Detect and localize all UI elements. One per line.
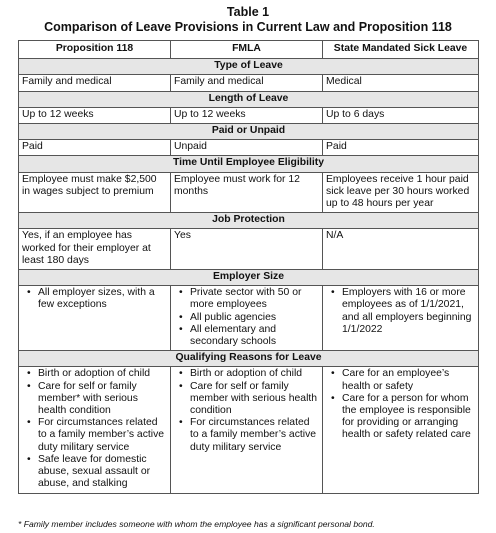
bullet-icon: • xyxy=(179,368,183,380)
cell-prop118-type: Family and medical xyxy=(19,75,171,91)
bullet-icon: • xyxy=(179,380,183,392)
bullet-icon: • xyxy=(27,368,31,380)
bullet-icon: • xyxy=(27,287,31,299)
cell-sick-eligibility: Employees receive 1 hour paid sick leave per 30 hours worked up to 48 hours per year xyxy=(323,172,479,213)
list-item: • Care for self or family member with serious health condition xyxy=(179,380,318,417)
list-item: • Care for an employee’s health or safety xyxy=(331,368,450,392)
header-row xyxy=(19,41,479,59)
list-item: • Private sector with 50 or more employees xyxy=(179,287,302,311)
section-header-qualifying-reasons: Qualifying Reasons for Leave xyxy=(19,351,479,367)
bullet-icon: • xyxy=(179,417,183,429)
cell-fmla-eligibility: Employee must work for 12 months xyxy=(171,172,323,213)
footnote: * Family member includes someone with whom the employee has a significant personal bond. xyxy=(18,519,375,529)
list-item: • Care for a person for whom the employee is responsible for providing or arranging health or safety related care xyxy=(331,392,471,441)
table-row xyxy=(19,367,479,493)
column-header-proposition-118: Proposition 118 xyxy=(19,41,171,59)
cell-prop118-eligibility: Employee must make $2,500 in wages subject to premium xyxy=(19,172,171,213)
bullet-icon: • xyxy=(27,380,31,392)
bullet-list xyxy=(174,287,319,348)
cell-prop118-reasons xyxy=(19,367,171,493)
list-item: • For circumstances related to a family member’s active duty military service xyxy=(27,417,165,453)
list-item: • For circumstances related to a family member’s active duty military service xyxy=(179,417,317,453)
cell-fmla-reasons xyxy=(171,367,323,493)
bullet-list xyxy=(326,368,475,441)
cell-sick-type: Medical xyxy=(323,75,479,91)
bullet-icon: • xyxy=(331,392,335,404)
cell-sick-length: Up to 6 days xyxy=(323,107,479,123)
cell-fmla-job-protection: Yes xyxy=(171,229,323,270)
table-row xyxy=(19,75,479,91)
section-header-length-of-leave: Length of Leave xyxy=(19,91,479,107)
table-row xyxy=(19,286,479,351)
list-item: • All elementary and secondary schools xyxy=(179,323,277,348)
bullet-icon: • xyxy=(27,453,31,465)
comparison-table xyxy=(18,40,479,494)
table-row xyxy=(19,140,479,156)
table-row xyxy=(19,229,479,270)
bullet-list xyxy=(22,368,167,490)
table-row xyxy=(19,107,479,123)
bullet-icon: • xyxy=(331,287,335,299)
cell-sick-paid: Paid xyxy=(323,140,479,156)
list-item: • Birth or adoption of child xyxy=(27,368,151,380)
column-header-state-sick-leave: State Mandated Sick Leave xyxy=(323,41,479,59)
list-item: • Care for self or family member* with serious health condition xyxy=(27,380,138,417)
section-header-eligibility: Time Until Employee Eligibility xyxy=(19,156,479,172)
section-header-employer-size: Employer Size xyxy=(19,270,479,286)
bullet-list xyxy=(326,287,475,336)
cell-sick-job-protection: N/A xyxy=(323,229,479,270)
bullet-icon: • xyxy=(27,417,31,429)
cell-prop118-job-protection: Yes, if an employee has worked for their employer at least 180 days xyxy=(19,229,171,270)
bullet-icon: • xyxy=(179,323,183,335)
bullet-icon: • xyxy=(331,368,335,380)
list-item: • All public agencies xyxy=(179,311,277,323)
list-item: • Safe leave for domestic abuse, sexual assault or abuse, and stalking xyxy=(27,453,151,490)
bullet-list xyxy=(174,368,319,453)
cell-fmla-type: Family and medical xyxy=(171,75,323,91)
bullet-list xyxy=(22,287,167,311)
cell-prop118-paid: Paid xyxy=(19,140,171,156)
cell-fmla-length: Up to 12 weeks xyxy=(171,107,323,123)
table-caption: Comparison of Leave Provisions in Current Law and Proposition 118 xyxy=(44,20,452,34)
cell-prop118-length: Up to 12 weeks xyxy=(19,107,171,123)
list-item: • All employer sizes, with a few exceptions xyxy=(27,287,155,311)
column-header-fmla: FMLA xyxy=(171,41,323,59)
cell-prop118-employer-size xyxy=(19,286,171,351)
table-row xyxy=(19,172,479,213)
cell-fmla-employer-size xyxy=(171,286,323,351)
cell-sick-employer-size xyxy=(323,286,479,351)
list-item: • Employers with 16 or more employees as of 1/1/2021, and all employers beginning 1/1/2022 xyxy=(331,287,472,335)
cell-sick-reasons xyxy=(323,367,479,493)
list-item: • Birth or adoption of child xyxy=(179,368,303,380)
bullet-icon: • xyxy=(179,287,183,299)
section-header-job-protection: Job Protection xyxy=(19,213,479,229)
section-header-paid-or-unpaid: Paid or Unpaid xyxy=(19,124,479,140)
table-number: Table 1 xyxy=(226,5,270,19)
cell-fmla-paid: Unpaid xyxy=(171,140,323,156)
table-title xyxy=(0,0,496,35)
bullet-icon: • xyxy=(179,311,183,323)
section-header-type-of-leave: Type of Leave xyxy=(19,59,479,75)
